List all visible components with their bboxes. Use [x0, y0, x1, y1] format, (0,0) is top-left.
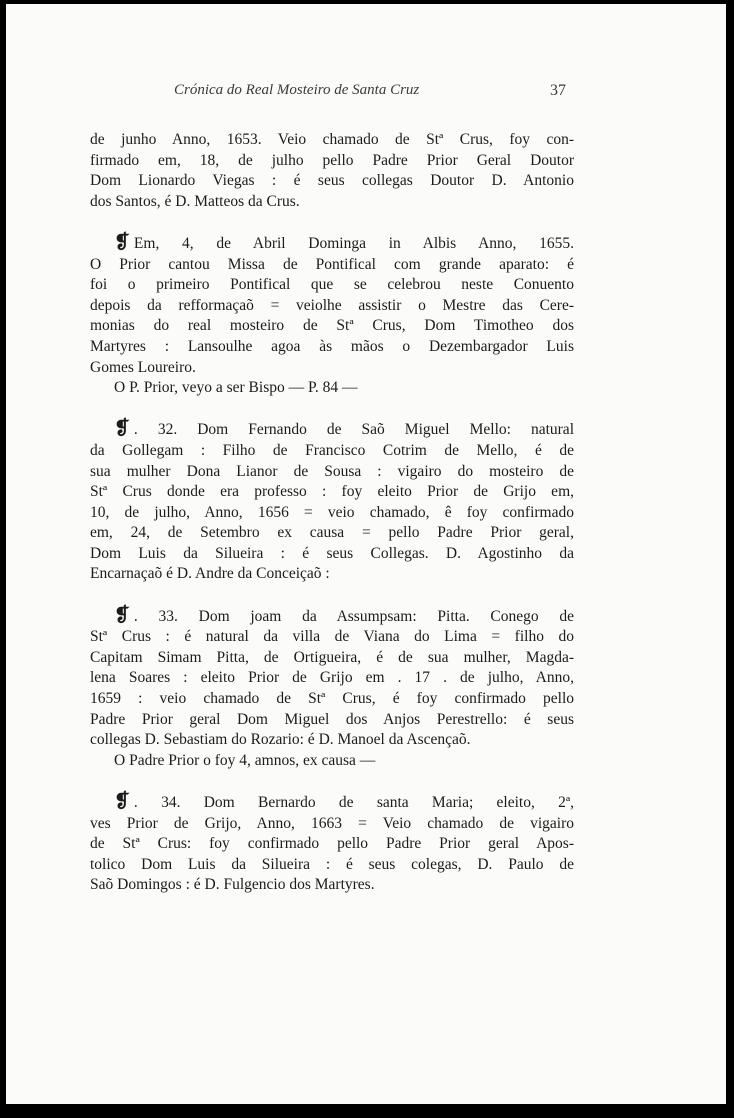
text-line [90, 419, 574, 441]
text-line: Gomes Loureiro. [90, 358, 196, 376]
text-line: firmado em, 18, de julho pello Padre Prior Geral Doutor [90, 151, 574, 169]
text-line: 10, de julho, Anno, 1656 = veio chamado, ê foy confirmado [90, 503, 574, 521]
text-line: de Stª Crus: foy confirmado pello Padre Prior geral Apos- [90, 835, 574, 853]
text-line: de junho Anno, 1653. Veio chamado de Stª Crus, foy con- [90, 131, 574, 148]
text-line: monias do real mosteiro de Stª Crus, Dom Timotheo dos [90, 317, 574, 335]
paragraph-5 [90, 792, 574, 896]
text-line: Dom Luis da Silueira : é seus Collegas. D. Agostinho da [90, 544, 574, 562]
text-line: collegas D. Sebastiam do Rozario: é D. Manoel da Ascençaõ. [90, 731, 471, 749]
body-text [90, 130, 574, 917]
text-line: Saõ Domingos : é D. Fulgencio dos Martyres. [90, 876, 375, 894]
text-line: sua mulher Dona Lianor de Sousa : vigairo do mosteiro de [90, 462, 574, 480]
paragraph-3 [90, 419, 574, 585]
pilcrow-icon: ❡ [114, 231, 130, 253]
text-line: Padre Prior geral Dom Miguel dos Anjos Perestrello: é seus [90, 710, 574, 728]
pilcrow-icon: ❡ [114, 791, 130, 812]
text-line [90, 792, 574, 814]
text-line-content: Em, 4, de Abril Dominga in Albis Anno, 1655. [133, 234, 574, 252]
text-line: lena Soares : eleito Prior de Grijo em . 17 . de julho, Anno, [90, 669, 574, 687]
paragraph-4 [90, 606, 574, 751]
text-line: ves Prior de Grijo, Anno, 1663 = Veio chamado de vigairo [90, 814, 574, 832]
text-line: tolico Dom Luis da Silueira : é seus colegas, D. Paulo de [90, 855, 574, 873]
text-line: da Gollegam : Filho de Francisco Cotrim de Mello, é de [90, 441, 574, 459]
pilcrow-icon: ❡ [114, 604, 130, 626]
running-title: Crónica do Real Mosteiro de Santa Cruz [174, 82, 420, 98]
running-header [6, 82, 726, 106]
text-line: Stª Crus : é natural da villa de Viana do Lima = filho do [90, 628, 574, 646]
text-line-content: . 34. Dom Bernardo de santa Maria; eleito, 2ª, [133, 794, 574, 811]
paragraph-2 [90, 233, 574, 378]
text-line: O Prior cantou Missa de Pontifical com grande aparato: é [90, 255, 574, 273]
text-line: depois da refformaçaõ = veiolhe assistir o Mestre das Cere- [90, 296, 574, 314]
pilcrow-icon: ❡ [114, 418, 130, 440]
page-number: 37 [550, 82, 566, 99]
paragraph-1 [90, 130, 574, 212]
text-line: em, 24, de Setembro ex causa = pello Padre Prior geral, [90, 524, 574, 542]
paragraph-2-note: O P. Prior, veyo a ser Bispo — P. 84 — [114, 379, 358, 397]
text-line: Stª Crus donde era professo : foy eleito Prior de Grijo em, [90, 483, 574, 501]
text-line: Martyres : Lansoulhe agoa às mãos o Dezembargador Luis [90, 337, 574, 355]
text-line [90, 233, 574, 255]
text-line: dos Santos, é D. Matteos da Crus. [90, 192, 300, 210]
text-line: Capitam Simam Pitta, de Ortigueira, é de sua mulher, Magda- [90, 648, 574, 666]
book-page [6, 4, 726, 1104]
text-line: 1659 : veio chamado de Stª Crus, é foy confirmado pello [90, 690, 574, 708]
paragraph-4-note: O Padre Prior o foy 4, amnos, ex causa — [114, 751, 376, 769]
text-line: Encarnaçaõ é D. Andre da Conceiçaõ : [90, 565, 330, 583]
text-line: Dom Lionardo Viegas : é seus collegas Doutor D. Antonio [90, 172, 574, 190]
text-line-content: . 32. Dom Fernando de Saõ Miguel Mello: natural [133, 421, 574, 439]
text-line: foi o primeiro Pontifical que se celebrou neste Conuento [90, 276, 574, 294]
text-line [90, 606, 574, 628]
text-line-content: . 33. Dom joam da Assumpsam: Pitta. Conego de [133, 607, 574, 625]
